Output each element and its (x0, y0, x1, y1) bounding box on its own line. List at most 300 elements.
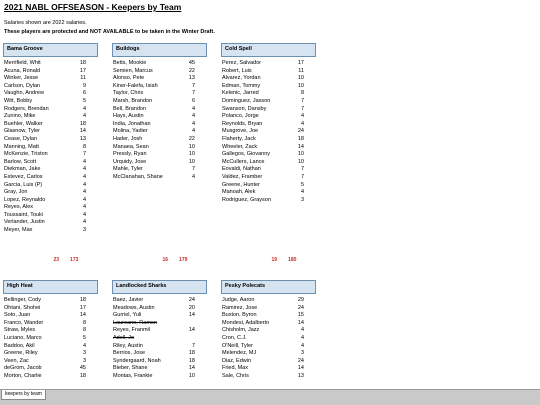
player-name: Musgrove, Joe (222, 128, 259, 135)
player-row (221, 335, 316, 343)
player-salary: 10 (297, 82, 304, 89)
player-name: Edman, Tommy (222, 82, 261, 89)
player-salary: 18 (79, 297, 86, 303)
player-row (3, 365, 98, 373)
player-name: India, Jonathan (113, 120, 151, 127)
player-name: Morton, Charlie (4, 372, 42, 379)
player-name: Lopez, Reynaldo (4, 196, 46, 203)
team-header: Buildogs (112, 43, 207, 57)
salary-total: 173 (70, 257, 79, 263)
player-name: Luciano, Marco (4, 334, 42, 341)
player-name: Verlander, Justin (4, 219, 45, 226)
team-header: Cold Spell (221, 43, 316, 57)
player-name: Laureano, Ramon (113, 319, 158, 326)
player-salary: 4 (82, 105, 86, 112)
player-name: Bieber, Shane (113, 365, 148, 372)
player-row (3, 297, 98, 305)
player-salary: 4 (82, 211, 86, 218)
player-row (3, 358, 98, 366)
player-salary: 8 (300, 90, 304, 97)
player-salary: 5 (82, 97, 86, 104)
player-name: Manning, Matt (4, 143, 39, 150)
player-row (221, 365, 316, 373)
player-salary: 4 (300, 327, 304, 334)
player-name: Cease, Dylan (4, 135, 38, 142)
player-salary: 9 (82, 82, 86, 89)
player-name: Cron, C.J. (222, 334, 247, 341)
player-name: Baez, Javier (113, 297, 144, 303)
player-name: deGrom, Jacob (4, 365, 42, 372)
player-salary: 3 (300, 350, 304, 357)
player-salary: 4 (300, 342, 304, 349)
player-salary: 7 (300, 105, 304, 112)
player-salary: 7 (82, 151, 86, 158)
player-row (3, 204, 98, 212)
player-salary: 17 (79, 304, 86, 311)
player-salary: 18 (297, 135, 304, 142)
team-header: High Heat (3, 280, 98, 294)
team-total (45, 257, 78, 263)
player-salary: 3 (300, 196, 304, 203)
player-row (112, 90, 207, 98)
player-count: 19 (271, 257, 277, 263)
player-salary: 14 (297, 143, 304, 150)
player-row (221, 320, 316, 328)
player-row (3, 75, 98, 83)
player-name: McCullers, Lance (222, 158, 265, 165)
player-row (221, 121, 316, 129)
player-name: Witt, Bobby (4, 97, 33, 104)
team-block (3, 280, 98, 381)
player-name: Sale, Chris (222, 372, 249, 379)
player-name: Urquidy, Jose (113, 158, 147, 165)
player-name: Hays, Austin (113, 113, 144, 120)
player-name: Chisholm, Jazz (222, 327, 260, 334)
player-name: Swanson, Dansby (222, 105, 267, 112)
player-salary: 6 (82, 90, 86, 97)
player-salary: 6 (191, 97, 195, 104)
player-name: Glasnow, Tyler (4, 128, 40, 135)
player-row (221, 343, 316, 351)
player-salary: 4 (82, 342, 86, 349)
player-name: Adell, Jo (113, 334, 135, 341)
player-row (3, 212, 98, 220)
player-row (112, 144, 207, 152)
player-name: Montas, Frankie (113, 372, 153, 379)
player-name: Mahle, Tyler (113, 166, 143, 173)
player-row (221, 182, 316, 190)
player-name: Gallegos, Giovanny (222, 151, 270, 158)
player-salary: 14 (297, 319, 304, 326)
player-salary: 24 (297, 304, 304, 311)
player-salary: 13 (297, 372, 304, 379)
player-list (3, 60, 98, 235)
player-row (112, 75, 207, 83)
player-salary: 4 (300, 113, 304, 120)
team-block (221, 280, 316, 381)
team-block (112, 43, 207, 182)
player-row (112, 166, 207, 174)
player-row (112, 305, 207, 313)
player-name: Diaz, Edwin (222, 357, 252, 364)
player-salary: 14 (188, 327, 195, 334)
player-salary: 4 (300, 120, 304, 127)
player-name: McClanahan, Shane (113, 173, 163, 180)
player-salary: 4 (191, 173, 195, 180)
player-salary: 7 (191, 90, 195, 97)
player-salary: 10 (297, 75, 304, 82)
player-name: Reynolds, Bryan (222, 120, 263, 127)
player-salary: 5 (82, 334, 86, 341)
player-salary: 10 (188, 143, 195, 150)
player-row (3, 327, 98, 335)
player-row (221, 312, 316, 320)
sheet-tab-bar (0, 389, 540, 405)
player-name: Flaherty, Jack (222, 135, 256, 142)
player-salary: 14 (79, 312, 86, 319)
player-name: Ramirez, Jose (222, 304, 258, 311)
player-list (112, 297, 207, 381)
player-name: Ohtani, Shohei (4, 304, 41, 311)
player-row (3, 227, 98, 235)
player-row (112, 113, 207, 121)
team-header: Landlocked Sharks (112, 280, 207, 294)
player-list (112, 60, 207, 182)
player-row (221, 358, 316, 366)
player-row (3, 121, 98, 129)
player-row (221, 98, 316, 106)
player-row (3, 159, 98, 167)
player-name: Gray, Jon (4, 189, 28, 196)
player-row (221, 144, 316, 152)
player-row (3, 98, 98, 106)
player-row (112, 365, 207, 373)
player-name: Polanco, Jorge (222, 113, 259, 120)
player-name: Syndergaard, Noah (113, 357, 161, 364)
player-salary: 7 (300, 166, 304, 173)
player-name: Mondesi, Adalberto (222, 319, 270, 326)
player-name: Buehler, Walker (4, 120, 43, 127)
player-salary: 18 (79, 120, 86, 127)
player-row (221, 305, 316, 313)
player-row (3, 68, 98, 76)
page-title: 2021 NABL OFFSEASON - Keepers by Team (4, 2, 182, 12)
player-name: Eovaldi, Nathan (222, 166, 261, 173)
player-name: Reyes, Franmil (113, 327, 150, 334)
team-header: Bama Groove (3, 43, 98, 57)
player-salary: 10 (188, 158, 195, 165)
player-salary: 18 (188, 357, 195, 364)
player-row (221, 297, 316, 305)
player-name: Rodriguez, Grayson (222, 196, 271, 203)
player-row (3, 350, 98, 358)
player-name: Estevez, Carlos (4, 173, 43, 180)
player-salary: 8 (82, 327, 86, 334)
player-row (3, 174, 98, 182)
player-row (112, 98, 207, 106)
player-row (221, 83, 316, 91)
player-row (112, 159, 207, 167)
player-row (112, 174, 207, 182)
player-salary: 22 (188, 135, 195, 142)
player-row (3, 60, 98, 68)
sheet-tab-keepers[interactable]: keepers by team (1, 390, 46, 400)
team-header: Pesky Polecats (221, 280, 316, 294)
player-salary: 4 (300, 189, 304, 196)
player-name: O'Neill, Tyler (222, 342, 253, 349)
player-list (221, 60, 316, 204)
player-row (3, 182, 98, 190)
player-salary: 15 (297, 312, 304, 319)
player-salary: 18 (188, 350, 195, 357)
protected-note: These players are protected and NOT AVAILABLE to be taken in the Winter Draft. (4, 29, 215, 35)
player-row (112, 320, 207, 328)
player-name: Merrifield, Whit (4, 60, 41, 66)
player-row (3, 320, 98, 328)
player-row (3, 335, 98, 343)
player-row (112, 68, 207, 76)
player-salary: 10 (188, 372, 195, 379)
team-total (154, 257, 187, 263)
player-salary: 4 (82, 189, 86, 196)
player-name: Kelenic, Jarred (222, 90, 259, 97)
player-row (112, 136, 207, 144)
player-salary: 18 (79, 372, 86, 379)
player-row (221, 128, 316, 136)
player-name: Rodgers, Brendan (4, 105, 49, 112)
player-row (3, 144, 98, 152)
player-name: Greene, Riley (4, 350, 38, 357)
player-name: Bell, Brandon (113, 105, 147, 112)
player-row (221, 136, 316, 144)
player-row (112, 106, 207, 114)
player-salary: 13 (79, 135, 86, 142)
player-name: Diekman, Jake (4, 166, 41, 173)
player-salary: 7 (191, 166, 195, 173)
player-row (3, 189, 98, 197)
player-salary: 4 (82, 158, 86, 165)
player-salary: 4 (82, 204, 86, 211)
player-name: Marsh, Brandon (113, 97, 153, 104)
player-count: 16 (162, 257, 168, 263)
team-total (263, 257, 296, 263)
player-name: Winker, Jesse (4, 75, 39, 82)
player-name: Carlson, Dylan (4, 82, 41, 89)
player-salary: 14 (188, 365, 195, 372)
player-row (221, 60, 316, 68)
player-salary: 8 (82, 143, 86, 150)
player-salary: 7 (300, 173, 304, 180)
player-name: Manoah, Alek (222, 189, 256, 196)
team-block (3, 43, 98, 235)
player-row (112, 335, 207, 343)
player-name: Semien, Marcus (113, 67, 153, 74)
player-salary: 3 (82, 350, 86, 357)
player-row (112, 373, 207, 381)
player-row (112, 128, 207, 136)
salary-note: Salaries shown are 2022 salaries. (4, 20, 87, 26)
player-row (3, 305, 98, 313)
player-name: Berrios, Jose (113, 350, 146, 357)
player-name: Zunino, Mike (4, 113, 36, 120)
player-list (3, 297, 98, 381)
player-salary: 4 (300, 334, 304, 341)
player-name: Meadows, Austin (113, 304, 155, 311)
player-name: Pressly, Ryan (113, 151, 147, 158)
player-name: Alvarez, Yordan (222, 75, 261, 82)
player-salary: 4 (82, 173, 86, 180)
player-row (221, 189, 316, 197)
player-salary: 14 (188, 312, 195, 319)
player-row (112, 343, 207, 351)
player-salary: 4 (191, 128, 195, 135)
player-salary: 4 (82, 113, 86, 120)
player-row (112, 350, 207, 358)
player-row (112, 327, 207, 335)
player-row (221, 106, 316, 114)
player-salary: 45 (79, 365, 86, 372)
player-name: Judge, Aaron (222, 297, 255, 303)
player-salary: 10 (297, 158, 304, 165)
player-row (3, 151, 98, 159)
player-row (221, 113, 316, 121)
player-row (112, 83, 207, 91)
player-salary: 3 (82, 227, 86, 234)
salary-total: 179 (179, 257, 188, 263)
player-row (221, 90, 316, 98)
player-row (3, 90, 98, 98)
team-block (221, 43, 316, 204)
player-name: Gurriel, Yuli (113, 312, 142, 319)
player-row (112, 60, 207, 68)
player-name: Melendez, MJ (222, 350, 257, 357)
player-row (221, 174, 316, 182)
player-salary: 17 (297, 60, 304, 66)
player-row (221, 350, 316, 358)
player-salary: 24 (188, 297, 195, 303)
player-row (221, 151, 316, 159)
player-name: Garcia, Luis (P) (4, 181, 43, 188)
player-salary: 45 (188, 60, 195, 66)
player-salary: 20 (188, 304, 195, 311)
player-salary: 10 (297, 151, 304, 158)
team-block (112, 280, 207, 381)
player-name: Fried, Max (222, 365, 248, 372)
player-row (221, 75, 316, 83)
player-name: Bellinger, Cody (4, 297, 41, 303)
player-name: Barlow, Scott (4, 158, 37, 165)
player-name: Straw, Myles (4, 327, 36, 334)
player-salary: 17 (79, 67, 86, 74)
player-salary: 10 (188, 151, 195, 158)
player-salary: 4 (191, 120, 195, 127)
player-salary: 22 (188, 67, 195, 74)
player-salary: 4 (191, 113, 195, 120)
player-list (221, 297, 316, 381)
player-name: Buxton, Byron (222, 312, 257, 319)
player-name: Hader, Josh (113, 135, 143, 142)
player-name: McKenzie, Triston (4, 151, 48, 158)
player-salary: 4 (82, 219, 86, 226)
player-row (221, 159, 316, 167)
player-name: Perez, Salvador (222, 60, 262, 66)
player-name: Acuna, Ronald (4, 67, 41, 74)
player-salary: 24 (297, 357, 304, 364)
player-name: Wheeler, Zack (222, 143, 258, 150)
player-count: 23 (53, 257, 59, 263)
player-salary: 11 (298, 67, 304, 74)
player-row (3, 197, 98, 205)
player-salary: 4 (82, 181, 86, 188)
player-row (3, 136, 98, 144)
player-row (221, 197, 316, 205)
player-row (3, 83, 98, 91)
player-row (3, 106, 98, 114)
player-name: Riley, Austin (113, 342, 143, 349)
player-salary: 7 (300, 97, 304, 104)
player-salary: 13 (188, 75, 195, 82)
player-row (3, 128, 98, 136)
player-name: Molina, Yadier (113, 128, 148, 135)
player-name: Franco, Wander (4, 319, 44, 326)
player-name: Toussaint, Touki (4, 211, 44, 218)
salary-total: 180 (288, 257, 297, 263)
player-salary: 11 (80, 75, 86, 82)
player-salary: 14 (79, 128, 86, 135)
player-name: Soto, Juan (4, 312, 31, 319)
player-name: Valdez, Framber (222, 173, 263, 180)
player-row (112, 297, 207, 305)
player-salary: 14 (297, 365, 304, 372)
player-row (221, 68, 316, 76)
player-name: Baddoo, Akil (4, 342, 35, 349)
player-row (3, 113, 98, 121)
player-name: Vaughn, Andrew (4, 90, 44, 97)
player-row (221, 373, 316, 381)
player-name: Betts, Mookie (113, 60, 147, 66)
player-salary: 18 (79, 60, 86, 66)
player-name: Reyes, Alex (4, 204, 34, 211)
player-salary: 29 (297, 297, 304, 303)
player-name: Kiner-Falefa, Isiah (113, 82, 158, 89)
player-salary: 4 (82, 166, 86, 173)
player-salary: 8 (82, 319, 86, 326)
player-row (112, 312, 207, 320)
player-name: Taylor, Chris (113, 90, 144, 97)
player-row (3, 373, 98, 381)
player-salary: 7 (191, 82, 195, 89)
player-salary: 7 (191, 342, 195, 349)
player-row (3, 219, 98, 227)
player-salary: 3 (82, 357, 86, 364)
player-name: Dominguez, Jasson (222, 97, 271, 104)
player-row (3, 343, 98, 351)
player-name: Meyer, Max (4, 227, 33, 234)
player-salary: 4 (82, 196, 86, 203)
player-row (112, 151, 207, 159)
player-salary: 4 (191, 105, 195, 112)
player-row (3, 312, 98, 320)
player-name: Veen, Zac (4, 357, 29, 364)
player-name: Manaea, Sean (113, 143, 149, 150)
player-name: Greene, Hunter (222, 181, 260, 188)
player-salary: 24 (297, 128, 304, 135)
player-row (112, 121, 207, 129)
player-row (221, 327, 316, 335)
player-row (3, 166, 98, 174)
player-salary: 5 (300, 181, 304, 188)
player-name: Alonso, Pete (113, 75, 145, 82)
